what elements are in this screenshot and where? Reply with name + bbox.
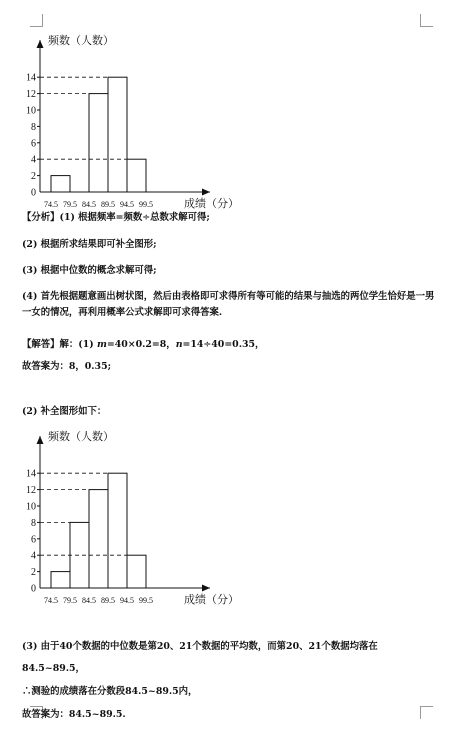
y-tick-label: 4 [31,154,36,166]
y-tick-label: 6 [31,534,36,546]
y-tick-label: 2 [31,567,36,579]
answer-line-1 [22,337,442,353]
y-tick-label: 12 [26,89,36,101]
answer-1-suffix: =14÷40=0.35， [182,339,265,350]
y-tick-label: 8 [31,121,36,133]
answer-3-line-3: ∴测验的成绩落在分数段84.5~89.5内， [22,686,198,697]
y-tick-label: 4 [31,550,36,562]
histogram-bar [89,490,108,588]
analysis-line-1 [22,210,442,226]
answer-3-line-1: (3) 由于40个数据的中位数是第20、21个数据的平均数，而第20、21个数据均落在 [22,641,378,652]
y-tick-label: 2 [31,171,36,183]
x-axis-label: 成绩（分） [184,198,239,210]
histogram-2-svg [0,424,459,609]
crop-mark-top-left [30,14,43,27]
x-axis-label: 成绩（分） [184,594,239,606]
y-axis-label: 频数（人数） [48,431,114,443]
y-axis-arrow [37,436,44,444]
x-tick-label: 84.5 [82,596,96,605]
y-axis-arrow [37,40,44,48]
answer-1-m: m [96,339,107,350]
histogram-bar [127,555,146,588]
answer-1-prefix: 解：(1) [59,339,97,350]
y-tick-label: 0 [31,187,36,199]
x-tick-label: 74.5 [44,596,58,605]
x-axis-arrow [202,585,210,592]
x-tick-label: 99.5 [139,200,153,209]
y-tick-label: 8 [31,517,36,529]
y-tick-label: 10 [26,501,36,513]
histogram-bar [51,176,70,192]
analysis-line-2: (2) 根据所求结果即可补全图形; [22,239,157,250]
answer-3-line-2: 84.5~89.5， [22,663,85,674]
histogram-2 [0,424,459,609]
x-tick-label: 94.5 [120,200,134,209]
analysis-title: 【分析】 [22,212,60,223]
x-tick-label: 74.5 [44,200,58,209]
x-axis-arrow [202,189,210,196]
histogram-bar [70,522,89,588]
y-tick-label: 0 [31,583,36,595]
x-tick-label: 89.5 [101,200,115,209]
answer-3-conclusion: 故答案为：84.5~89.5. [22,709,126,720]
histogram-bar [108,473,127,588]
histogram-bar [127,159,146,192]
y-tick-label: 14 [26,72,36,84]
x-tick-label: 89.5 [101,596,115,605]
histogram-bar [51,572,70,588]
answer-1-conclusion: 故答案为：8，0.35; [22,361,112,372]
histogram-1 [0,28,459,213]
x-tick-label: 84.5 [82,200,96,209]
x-tick-label: 79.5 [63,596,77,605]
analysis-line-3: (3) 根据中位数的概念求解可得; [22,265,157,276]
x-tick-label: 99.5 [139,596,153,605]
histogram-bar [108,77,127,192]
y-tick-label: 12 [26,485,36,497]
crop-mark-top-right [420,14,433,27]
analysis-line-4: (4) 首先根据题意画出树状图，然后由表格即可求得所有等可能的结果与抽选的两位学生恰好是一男一女的情况，再利用概率公式求解即可求得答案. [22,291,435,318]
y-tick-label: 6 [31,138,36,150]
answer-1-n: n [175,339,183,350]
y-tick-label: 14 [26,468,36,480]
histogram-bar [89,94,108,192]
answer-title: 【解答】 [22,339,60,350]
histogram-1-svg [0,28,459,213]
answer-2-line: (2) 补全图形如下： [22,406,107,417]
x-tick-label: 94.5 [120,596,134,605]
y-axis-label: 频数（人数） [48,35,114,47]
answer-1-mid: =40×0.2=8， [106,339,176,350]
x-tick-label: 79.5 [63,200,77,209]
analysis-item-1: (1) 根据频率=频数÷总数求解可得; [59,212,210,223]
y-tick-label: 10 [26,105,36,117]
